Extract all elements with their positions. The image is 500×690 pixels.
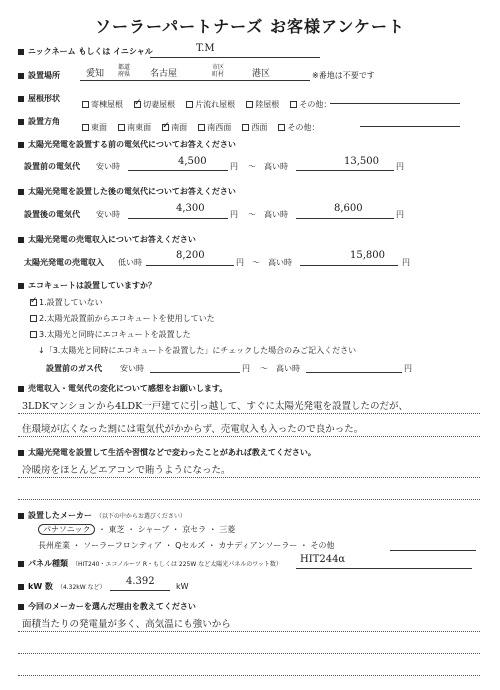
income-unit-1: 円 (236, 258, 244, 267)
kw-value: 4.392 (126, 576, 155, 587)
bullet-square-icon (18, 604, 24, 610)
income-separator: ～ (252, 258, 260, 267)
kw-line (110, 590, 170, 591)
maker-other-line (390, 550, 476, 551)
maker-row-2: 長州産業 ・ ソーラーフロンティア ・ Qセルズ ・ カナディアンソーラー ・ その他 (38, 541, 335, 550)
bullet-square-icon (18, 237, 24, 243)
gas-unit-1: 円 (242, 364, 250, 373)
location-line (80, 80, 310, 81)
before-unit-1: 円 (230, 162, 238, 171)
before-high-value: 13,500 (344, 156, 379, 167)
maker-row-1: パナソニック ・ 東芝 ・ シャープ ・ 京セラ ・ 三菱 (38, 524, 235, 535)
checkbox-icon[interactable] (30, 315, 37, 322)
ruled-line (18, 499, 480, 500)
bullet-square-icon (18, 119, 24, 125)
panel-hint: （HIT240・エコノルーツ R・もしくは 225W など太陽光パネルのワット数） (72, 561, 282, 568)
after-high-line (296, 218, 394, 219)
nickname-line (150, 57, 320, 58)
maker-option-other[interactable]: その他 (310, 541, 335, 550)
roof-shape-options (82, 92, 337, 111)
after-low-label: 安い時 (96, 210, 120, 219)
after-unit-1: 円 (230, 210, 238, 219)
impression-line-1: 3LDKマンションから4LDK一戸建てに引っ越して、すぐに太陽光発電を設置したのだが、 (22, 401, 409, 412)
after-high-value: 8,600 (334, 203, 363, 214)
checkbox-icon[interactable] (118, 124, 125, 131)
before-high-label: 高い時 (264, 162, 288, 171)
maker-option-solar-frontier[interactable]: ソーラーフロンティア (83, 541, 163, 550)
bullet-square-icon (18, 561, 24, 567)
after-low-value: 4,300 (176, 203, 205, 214)
kw-unit: kW (176, 582, 189, 591)
maker-option-mitsubishi[interactable]: 三菱 (219, 525, 236, 534)
ward-value: 港区 (252, 69, 271, 79)
direction-option-south[interactable]: ✓ 南面 (162, 122, 187, 133)
location-label: 設置場所 (18, 70, 60, 81)
bullet-square-icon (18, 513, 24, 519)
checkbox-icon[interactable] (242, 124, 249, 131)
income-high-label: 高い時 (268, 258, 292, 267)
lifestyle-line-1: 冷暖房をほとんどエアコンで賄うようになった。 (22, 465, 231, 476)
before-separator: ～ (248, 162, 256, 171)
maker-option-panasonic[interactable]: パナソニック (38, 524, 95, 535)
before-low-label: 安い時 (96, 162, 120, 171)
checkbox-icon[interactable] (246, 101, 253, 108)
city-value: 名古屋 (150, 69, 178, 79)
bullet-square-icon (18, 49, 24, 55)
gas-low-label: 安い時 (120, 364, 144, 373)
impression-line-2: 住環境が広くなった割には電気代がかからず、売電収入も入ったので良かった。 (22, 424, 364, 435)
roof-option-hipped[interactable]: 寄棟屋根 (82, 99, 123, 110)
nickname-value: T.M (196, 43, 215, 54)
checked-checkbox-icon[interactable] (134, 101, 141, 108)
impression-section-label: 売電収入・電気代の変化について感想をお願いします。 (18, 383, 227, 394)
panel-section-label: パネル種類 （HIT240・エコノルーツ R・もしくは 225W など太陽光パネルのワット数） (18, 558, 282, 569)
maker-option-toshiba[interactable]: 東芝 (108, 525, 125, 534)
bullet-square-icon (18, 283, 24, 289)
ecocute-option-2[interactable]: 2.太陽光設置前からエコキュートを使用していた (30, 313, 215, 324)
after-low-line (128, 218, 228, 219)
gas-separator: ～ (260, 364, 268, 373)
bullet-square-icon (18, 584, 24, 590)
roof-option-gable[interactable]: ✓ 切妻屋根 (134, 99, 175, 110)
bullet-square-icon (18, 450, 24, 456)
gas-high-label: 高い時 (276, 364, 300, 373)
before-unit-2: 円 (396, 162, 404, 171)
income-high-value: 15,800 (350, 250, 385, 261)
bullet-square-icon (18, 189, 24, 195)
pref-label: 都道府県 (118, 64, 131, 78)
after-separator: ～ (248, 210, 256, 219)
roof-shape-label: 屋根形状 (18, 93, 60, 104)
direction-label: 設置方角 (18, 116, 60, 127)
page-title: ソーラーパートナーズ お客様アンケート (94, 17, 405, 36)
roof-option-flat[interactable]: 陸屋根 (246, 99, 279, 110)
after-high-label: 高い時 (264, 210, 288, 219)
income-low-value: 8,200 (176, 250, 205, 261)
checkbox-icon[interactable] (30, 331, 37, 338)
maker-hint: （以下の中からお選びください） (95, 513, 186, 520)
gas-unit-2: 円 (404, 364, 412, 373)
ruled-line (18, 413, 480, 414)
income-unit-2: 円 (402, 258, 410, 267)
checkbox-icon[interactable] (290, 101, 297, 108)
ecocute-section-label: エコキュートは設置していますか？ (18, 280, 156, 291)
ecocute-option-1[interactable]: ✓1.設置していない (30, 297, 103, 308)
direction-other-line (360, 126, 460, 127)
income-row-label: 太陽光発電の売電収入 (24, 258, 104, 267)
income-low-label: 低い時 (118, 258, 142, 267)
kw-section-label: kW 数 （4.32kW など） (18, 581, 106, 592)
city-label: 市区町村 (212, 64, 225, 78)
checkbox-icon[interactable] (198, 124, 205, 131)
after-row-label: 設置後の電気代 (24, 210, 80, 219)
checkbox-icon[interactable] (186, 101, 193, 108)
maker-option-sharp[interactable]: シャープ (137, 525, 170, 534)
bullet-square-icon (18, 96, 24, 102)
ruled-line (18, 436, 480, 437)
panel-line (296, 568, 472, 569)
checkbox-icon[interactable] (82, 124, 89, 131)
after-section-label: 太陽光発電を設置した後の電気代についてお答えください (18, 186, 236, 197)
checkbox-icon[interactable] (82, 101, 89, 108)
before-high-line (296, 170, 394, 171)
direction-option-other[interactable]: その他： (278, 122, 319, 133)
before-low-line (128, 170, 228, 171)
direction-option-west[interactable]: 西面 (242, 122, 267, 133)
panel-value: HIT244α (300, 554, 346, 565)
before-low-value: 4,500 (178, 156, 207, 167)
gas-row-label: 設置前のガス代 (46, 364, 102, 373)
bullet-square-icon (18, 386, 24, 392)
ruled-line (18, 477, 480, 478)
ecocute-note: ↓「3.太陽光と同時にエコキュートを設置した」にチェックした場合のみご記入ください (38, 346, 357, 355)
gas-low-line (150, 372, 240, 373)
after-unit-2: 円 (396, 210, 404, 219)
ruled-line (18, 631, 480, 632)
reason-section-label: 今回のメーカーを選んだ理由を教えてください (18, 601, 196, 612)
income-low-line (146, 265, 234, 266)
direction-option-southwest[interactable]: 南西面 (198, 122, 231, 133)
pref-value: 愛知 (86, 69, 105, 79)
direction-option-east[interactable]: 東面 (82, 122, 107, 133)
gas-high-line (306, 372, 402, 373)
direction-options (82, 115, 325, 134)
lifestyle-section-label: 太陽光発電を設置して生活や習慣などで変わったことがあれば教えてください。 (18, 447, 316, 458)
roof-option-shed[interactable]: 片流れ屋根 (186, 99, 235, 110)
arrow-down-icon: ↓ (38, 346, 45, 355)
address-note: ※番地は不要です (312, 71, 375, 80)
checked-checkbox-icon[interactable] (30, 299, 37, 306)
kw-hint: （4.32kW など） (56, 584, 106, 591)
ecocute-option-3[interactable]: 3.太陽光と同時にエコキュートを設置した (30, 329, 191, 340)
reason-line-1: 面積当たりの発電量が多く、高気温にも強いから (22, 619, 231, 630)
before-row-label: 設置前の電気代 (24, 162, 80, 171)
maker-option-choshu[interactable]: 長州産業 (38, 541, 70, 550)
ruled-line (18, 675, 480, 676)
income-section-label: 太陽光発電の売電収入についてお答えください (18, 234, 196, 245)
income-high-line (300, 265, 398, 266)
maker-option-canadian-solar[interactable]: カナディアンソーラー (218, 541, 298, 550)
before-section-label: 太陽光発電を設置する前の電気代についてお答えください (18, 139, 236, 150)
roof-other-line (330, 103, 460, 104)
checked-checkbox-icon[interactable] (162, 124, 169, 131)
bullet-square-icon (18, 73, 24, 79)
maker-option-qcells[interactable]: Qセルズ (175, 541, 206, 550)
bullet-square-icon (18, 142, 24, 148)
maker-section-label: 設置したメーカー （以下の中からお選びください） (18, 510, 186, 521)
nickname-label: ニックネーム もしくは イニシャル (18, 46, 153, 57)
roof-option-other[interactable]: その他： (290, 99, 331, 110)
direction-option-southeast[interactable]: 南東面 (118, 122, 151, 133)
maker-option-kyocera[interactable]: 京セラ (182, 525, 207, 534)
ruled-line (18, 653, 480, 654)
checkbox-icon[interactable] (278, 124, 285, 131)
